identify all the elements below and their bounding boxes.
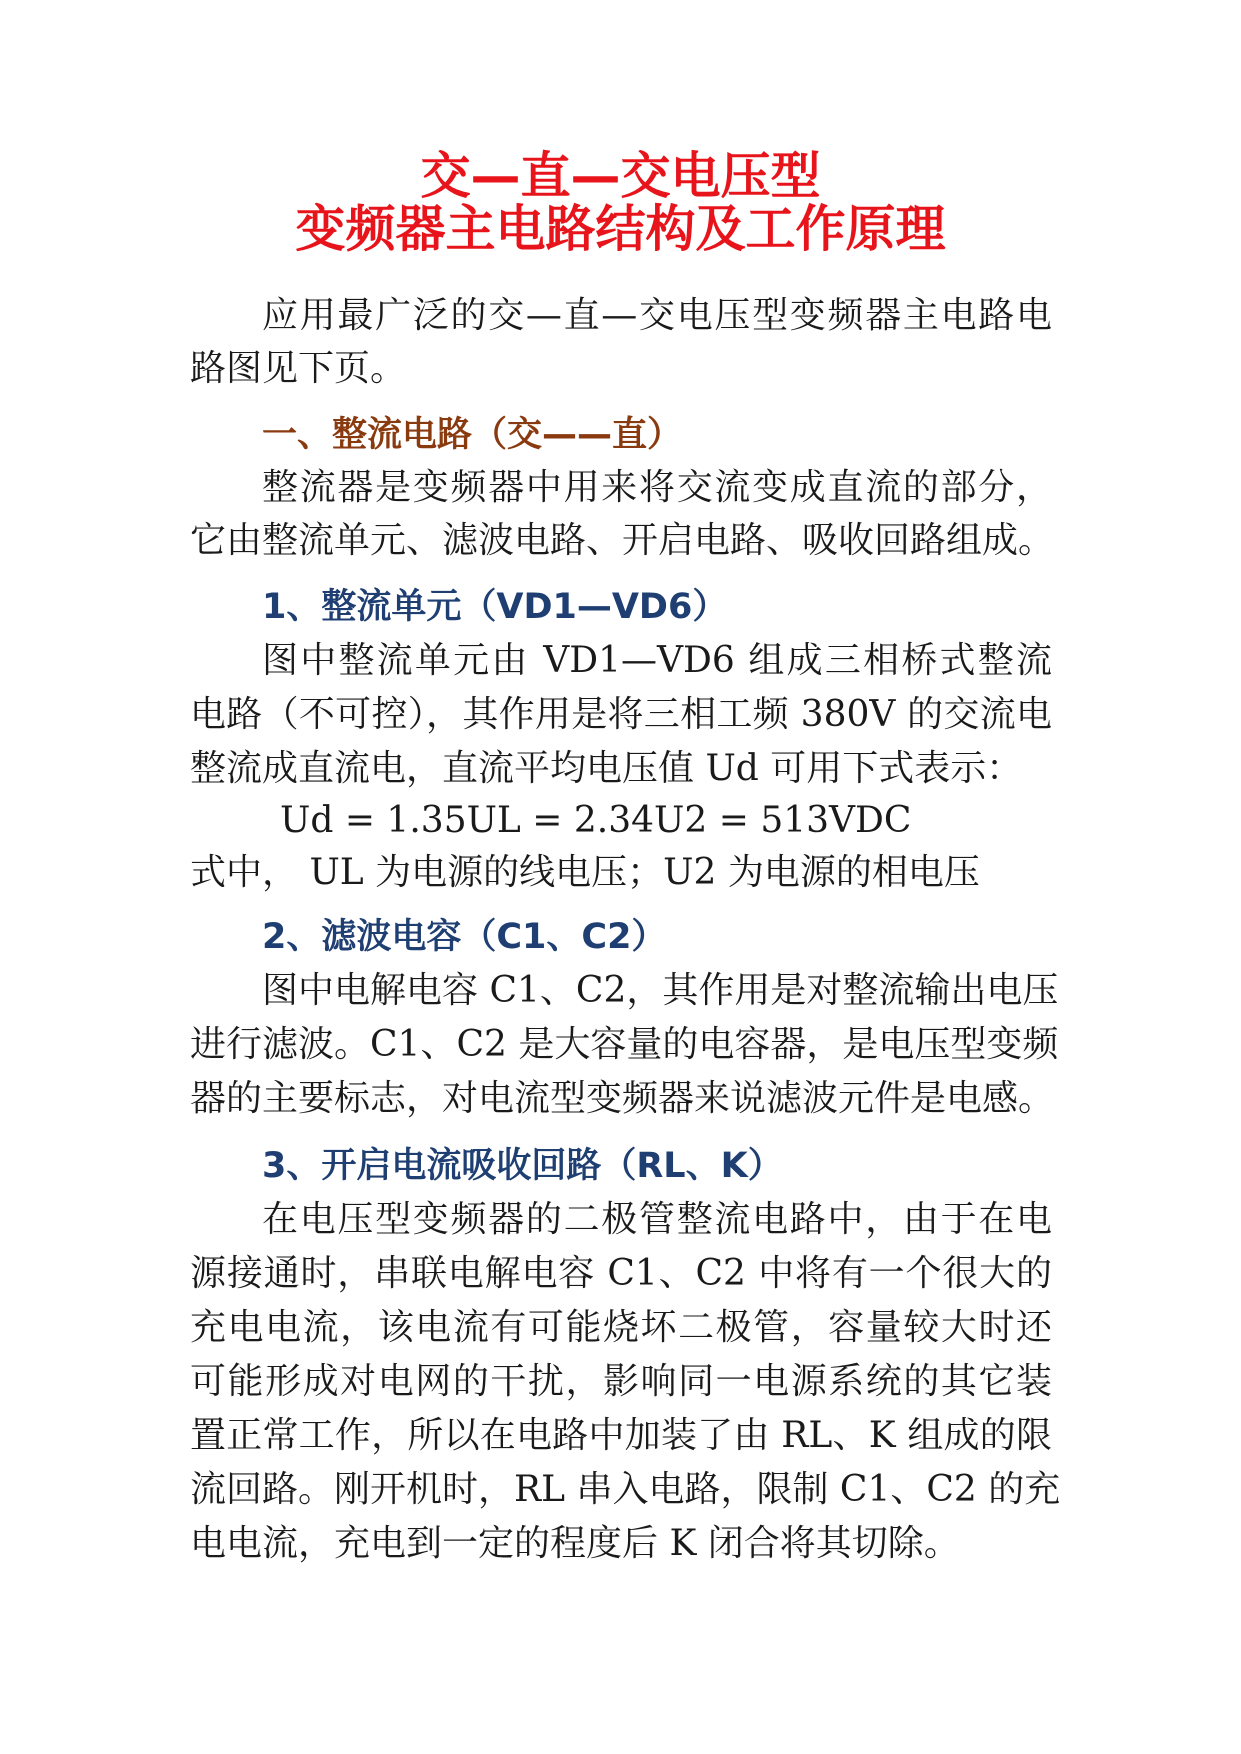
subheading-inrush-loop: 3、开启电流吸收回路（RL、K） bbox=[262, 1146, 783, 1186]
paragraph-line: 图中整流单元由 VD1—VD6 组成三相桥式整流 bbox=[262, 640, 1052, 681]
paragraph-line: 它由整流单元、滤波电路、开启电路、吸收回路组成。 bbox=[190, 520, 1055, 561]
subheading-filter-capacitor: 2、滤波电容（C1、C2） bbox=[262, 917, 667, 957]
paragraph-line: 整流器是变频器中用来将交流变成直流的部分， bbox=[262, 467, 1052, 508]
paragraph-line: 源接通时，串联电解电容 C1、C2 中将有一个很大的 bbox=[190, 1253, 1052, 1294]
paragraph-line: 置正常工作，所以在电路中加装了由 RL、K 组成的限 bbox=[190, 1415, 1052, 1456]
paragraph-line: 在电压型变频器的二极管整流电路中，由于在电 bbox=[262, 1199, 1052, 1240]
formula-ud: Ud = 1.35UL = 2.34U2 = 513VDC bbox=[280, 800, 912, 841]
paragraph-line: 器的主要标志，对电流型变频器来说滤波元件是电感。 bbox=[190, 1078, 1055, 1119]
paragraph-line: 流回路。刚开机时，RL 串入电路，限制 C1、C2 的充 bbox=[190, 1469, 1061, 1510]
paragraph-line: 电电流，充电到一定的程度后 K 闭合将其切除。 bbox=[190, 1523, 960, 1564]
paragraph-line: 进行滤波。C1、C2 是大容量的电容器，是电压型变频 bbox=[190, 1024, 1059, 1065]
paragraph-line: 图中电解电容 C1、C2，其作用是对整流输出电压 bbox=[262, 970, 1059, 1011]
paragraph-line: 可能形成对电网的干扰，影响同一电源系统的其它装 bbox=[190, 1361, 1052, 1402]
formula-legend: 式中， UL 为电源的线电压；U2 为电源的相电压 bbox=[190, 852, 980, 893]
paragraph-line: 整流成直流电，直流平均电压值 Ud 可用下式表示： bbox=[190, 748, 1023, 789]
title-line-2: 变频器主电路结构及工作原理 bbox=[295, 200, 946, 258]
subheading-rectifier-unit: 1、整流单元（VD1—VD6） bbox=[262, 587, 728, 627]
section-heading-rectifier: 一、整流电路（交——直） bbox=[262, 415, 683, 455]
paragraph-line: 电路（不可控），其作用是将三相工频 380V 的交流电 bbox=[190, 694, 1052, 735]
paragraph-line: 充电电流，该电流有可能烧坏二极管，容量较大时还 bbox=[190, 1307, 1052, 1348]
intro-line-2: 路图见下页。 bbox=[190, 348, 407, 389]
title-line-1: 交—直—交电压型 bbox=[420, 147, 821, 205]
intro-line-1: 应用最广泛的交—直—交电压型变频器主电路电 bbox=[262, 295, 1052, 336]
